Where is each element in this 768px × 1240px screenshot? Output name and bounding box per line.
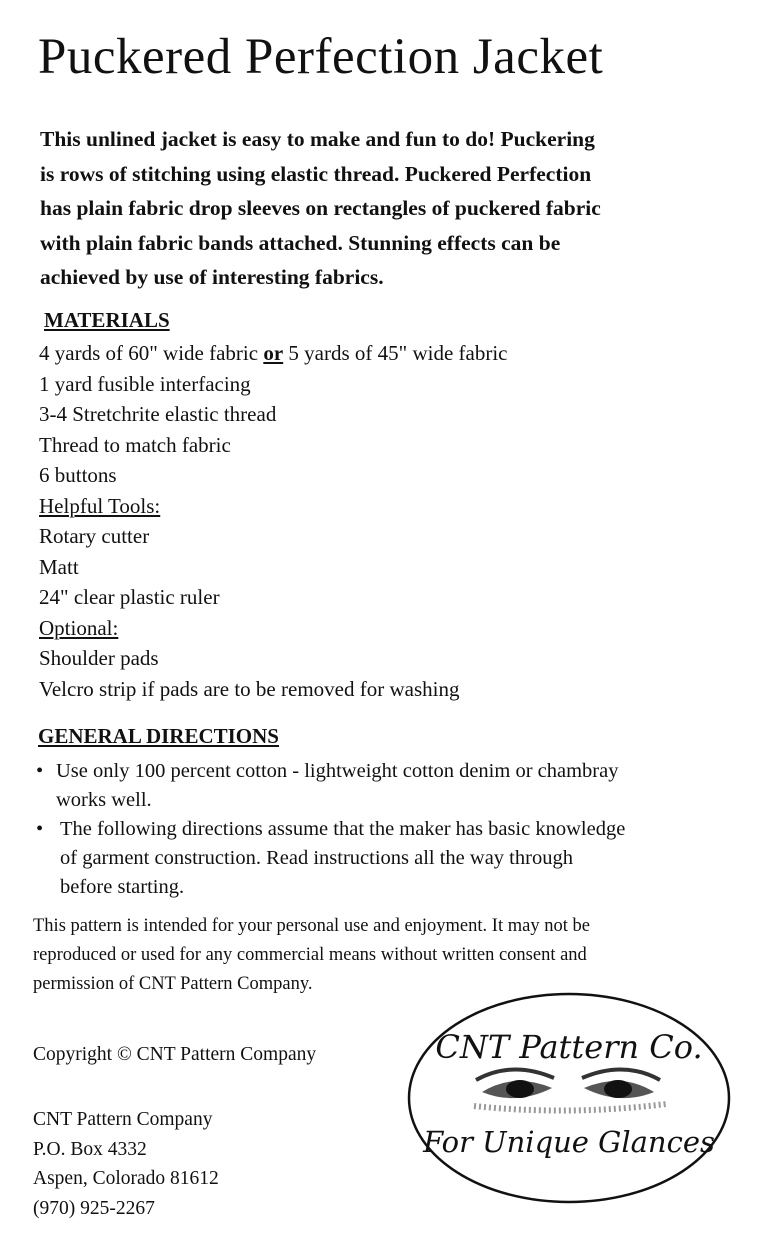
- bullet-marker: •: [36, 760, 44, 782]
- fabric-or-word: or: [263, 341, 284, 365]
- materials-item: Thread to match fabric: [39, 432, 231, 457]
- optional-item: Shoulder pads: [39, 646, 159, 670]
- tool-item: 24" clear plastic ruler: [39, 585, 220, 609]
- materials-item: 3-4 Stretchrite elastic thread: [39, 402, 277, 426]
- phone-number: (970) 925-2267: [33, 1197, 155, 1219]
- logo-bottom-text: For Unique Glances: [423, 1125, 715, 1159]
- direction-bullet: [36, 757, 736, 815]
- fabric-option-b: 5 yards of 45" wide fabric: [283, 341, 508, 365]
- usage-notice-line: reproduced or used for any commercial means without written consent and: [33, 945, 587, 965]
- direction-line: of garment construction. Read instructions all the way through: [60, 847, 573, 869]
- city-zip: Aspen, Colorado 81612: [33, 1168, 219, 1189]
- page-title: Puckered Perfection Jacket: [38, 29, 604, 85]
- materials-item-fabric: [39, 338, 508, 369]
- intro-paragraph: [40, 122, 740, 295]
- optional-item: Velcro strip if pads are to be removed for washing: [39, 676, 460, 701]
- materials-list: [39, 338, 508, 704]
- usage-notice: [33, 912, 733, 999]
- materials-item: 1 yard fusible interfacing: [39, 371, 251, 396]
- direction-line: The following directions assume that the maker has basic knowledge: [60, 818, 626, 840]
- company-logo: [404, 988, 734, 1208]
- tool-item: Rotary cutter: [39, 524, 150, 548]
- bullet-marker: •: [36, 818, 44, 840]
- po-box: P.O. Box 4332: [33, 1138, 147, 1160]
- usage-notice-line: permission of CNT Pattern Company.: [33, 974, 313, 994]
- general-directions-list: [36, 757, 736, 902]
- optional-heading: Optional:: [39, 615, 119, 640]
- copyright-line: Copyright © CNT Pattern Company: [33, 1044, 317, 1065]
- intro-line: is rows of stitching using elastic thread. Puckered Perfection: [40, 161, 592, 186]
- intro-line: achieved by use of interesting fabrics.: [40, 265, 384, 289]
- intro-line: This unlined jacket is easy to make and fun to do! Puckering: [40, 127, 595, 151]
- direction-line: works well.: [56, 789, 152, 811]
- direction-line: Use only 100 percent cotton - lightweight cotton denim or chambray: [56, 760, 619, 782]
- intro-line: with plain fabric bands attached. Stunning effects can be: [40, 230, 561, 255]
- usage-notice-line: This pattern is intended for your personal use and enjoyment. It may not be: [33, 916, 590, 936]
- fabric-option-a: 4 yards of 60" wide fabric: [39, 341, 264, 365]
- intro-line: has plain fabric drop sleeves on rectangles of puckered fabric: [40, 196, 601, 220]
- company-name: CNT Pattern Company: [33, 1109, 213, 1130]
- logo-top-text: CNT Pattern Co.: [435, 1028, 703, 1066]
- materials-item: 6 buttons: [39, 463, 117, 487]
- company-address: [33, 1105, 219, 1223]
- general-directions-heading: GENERAL DIRECTIONS: [38, 724, 279, 748]
- direction-bullet: [36, 815, 736, 902]
- eyes-icon: [474, 1069, 666, 1110]
- tool-item: Matt: [39, 554, 79, 579]
- direction-line: before starting.: [60, 876, 185, 898]
- materials-heading: MATERIALS: [44, 308, 170, 332]
- helpful-tools-heading: Helpful Tools:: [39, 493, 161, 518]
